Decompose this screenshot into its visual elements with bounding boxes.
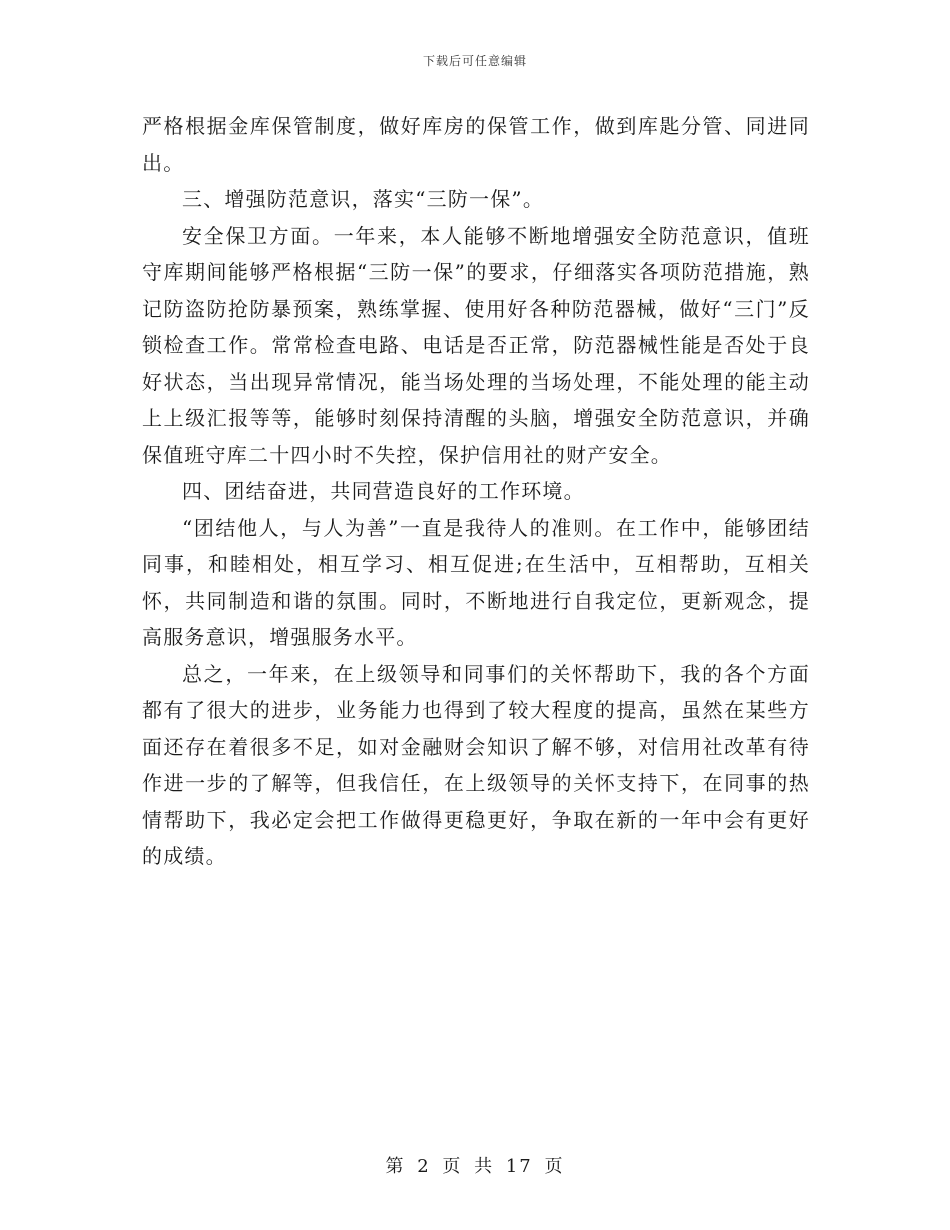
paragraph-summary: 总之，一年来，在上级领导和同事们的关怀帮助下，我的各个方面都有了很大的进步，业务能力也得到了较大程度的提高，虽然在某些方面还存在着很多不足，如对金融财会知识了解不够，对信用社改革有待作进一步的了解等，但我信任，在上级领导的关怀支持下，在同事的热情帮助下，我必定会把工作做得更稳更好，争取在新的一年中会有更好的成绩。 <box>142 661 810 868</box>
section-heading-4: 四、团结奋进，共同营造良好的工作环境。 <box>182 479 585 503</box>
page-footer: 第 2 页 共 17 页 <box>385 1156 565 1177</box>
paragraph-teamwork: “团结他人，与人为善”一直是我待人的准则。在工作中，能够团结同事，和睦相处，相互学习、相互促进;在生活中，互相帮助，互相关怀，共同制造和谐的氛围。同时，不断地进行自我定位，更新观念，提高服务意识，增强服务水平。 <box>142 515 810 649</box>
page-header: 下载后可任意编辑 <box>422 54 527 68</box>
paragraph-security: 安全保卫方面。一年来，本人能够不断地增强安全防范意识，值班守库期间能够严格根据“三防一保”的要求，仔细落实各项防范措施，熟记防盗防抢防暴预案，熟练掌握、使用好各种防范器械，做好“三门”反锁检查工作。常常检查电路、电话是否正常，防范器械性能是否处于良好状态，当出现异常情况，能当场处理的当场处理，不能处理的能主动上上级汇报等等，能够时刻保持清醒的头脑，增强安全防范意识，并确保值班守库二十四小时不失控，保护信用社的财产安全。 <box>142 223 810 467</box>
section-heading-3: 三、增强防范意识，落实“三防一保”。 <box>182 187 545 211</box>
document-body <box>142 108 810 875</box>
paragraph-1: 严格根据金库保管制度，做好库房的保管工作，做到库匙分管、同进同出。 <box>142 114 810 175</box>
